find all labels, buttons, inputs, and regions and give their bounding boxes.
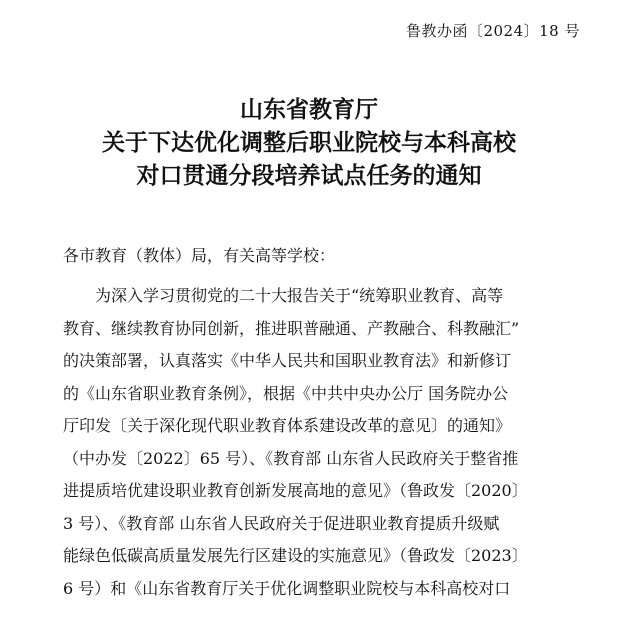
body-line: 的决策部署，认真落实《中华人民共和国职业教育法》和新修订	[63, 351, 512, 370]
body-line: 能绿色低碳高质量发展先行区建设的实施意见》（鲁政发〔2023〕	[63, 546, 528, 565]
title-line: 山东省教育厅	[240, 97, 378, 123]
body-text	[0, 280, 618, 605]
body-line: 为深入学习贯彻党的二十大报告关于“统筹职业教育、高等	[95, 286, 504, 305]
title-line: 对口贯通分段培养试点任务的通知	[136, 163, 482, 189]
body-line: 的《山东省职业教育条例》，根据《中共中央办公厅 国务院办公	[63, 383, 509, 403]
title-line: 关于下达优化调整后职业院校与本科高校	[102, 130, 516, 156]
body-line: 教育、继续教育协同创新，推进职普融通、产教融合、科教融汇”	[63, 318, 520, 338]
document-title	[0, 94, 618, 193]
document-number: 鲁教办函〔2024〕18 号	[405, 22, 580, 40]
body-line: 6 号）和《山东省教育厅关于优化调整职业院校与本科高校对口	[63, 578, 511, 598]
body-line: （中办发〔2022〕65 号）、《教育部 山东省人民政府关于整省推	[63, 448, 519, 468]
body-line: 进提质培优建设职业教育创新发展高地的意见》（鲁政发〔2020〕	[63, 481, 528, 500]
body-line: 3 号）、《教育部 山东省人民政府关于促进职业教育提质升级赋	[63, 513, 500, 533]
salutation: 各市教育（教体）局，有关高等学校：	[63, 246, 336, 265]
body-line: 厅印发〔关于深化现代职业教育体系建设改革的意见〕的通知》	[63, 416, 512, 435]
